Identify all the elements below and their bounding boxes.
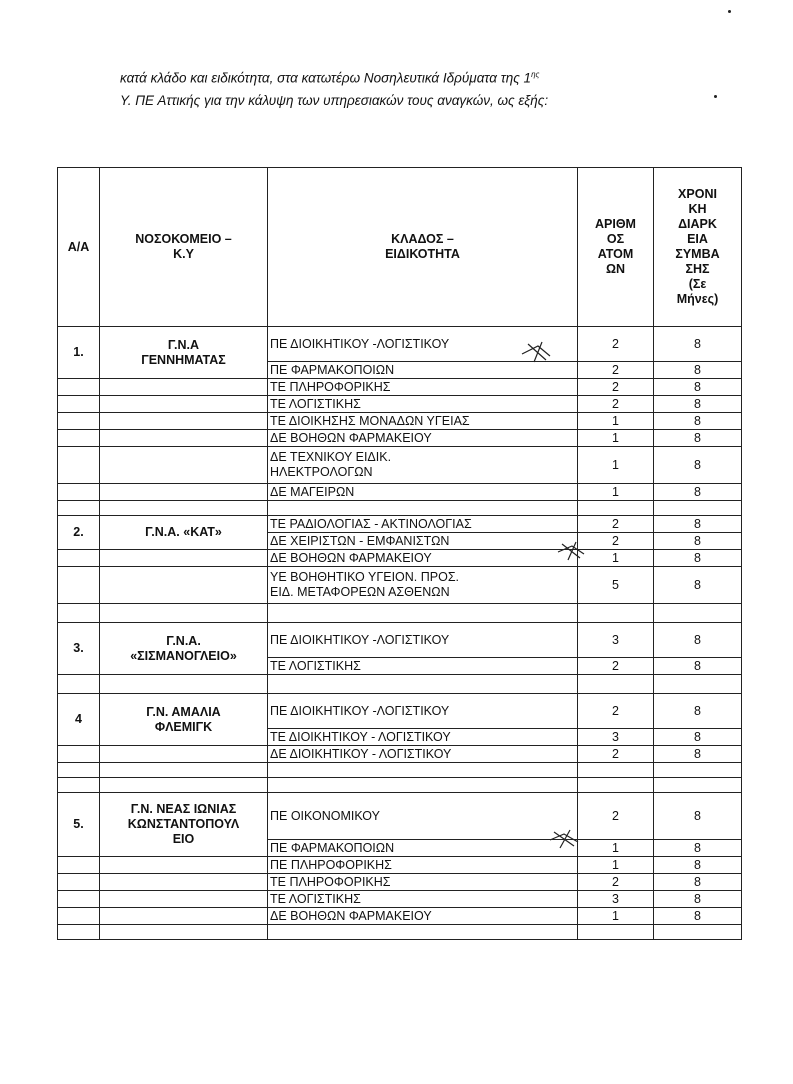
table-row-empty [58, 763, 742, 778]
row-count: 1 [578, 413, 654, 430]
row-specialty: ΠΕ ΔΙΟΙΚΗΤΙΚΟΥ -ΛΟΓΙΣΤΙΚΟΥ [268, 623, 578, 658]
pen-scribble-mark [520, 340, 556, 364]
table-row [58, 694, 742, 729]
row-duration: 8 [654, 327, 742, 362]
row-specialty: ΠΕ ΦΑΡΜΑΚΟΠΟΙΩΝ [268, 840, 578, 857]
row-duration: 8 [654, 379, 742, 396]
row-duration: 8 [654, 430, 742, 447]
intro-line-1 [120, 64, 660, 90]
row-specialty: ΤΕ ΔΙΟΙΚΗΣΗΣ ΜΟΝΑΔΩΝ ΥΓΕΙΑΣ [268, 413, 578, 430]
table-row-empty [58, 925, 742, 940]
row-duration: 8 [654, 729, 742, 746]
row-specialty: ΤΕ ΠΛΗΡΟΦΟΡΙΚΗΣ [268, 379, 578, 396]
row-hospital: Γ.Ν. ΝΕΑΣ ΙΩΝΙΑΣ ΚΩΝΣΤΑΝΤΟΠΟΥΛ ΕΙΟ [100, 793, 268, 857]
table-row [58, 430, 742, 447]
row-duration: 8 [654, 567, 742, 604]
table-row-empty [58, 675, 742, 694]
row-count: 3 [578, 891, 654, 908]
table-row [58, 379, 742, 396]
row-specialty: ΤΕ ΛΟΓΙΣΤΙΚΗΣ [268, 396, 578, 413]
row-count: 1 [578, 430, 654, 447]
table-row [58, 413, 742, 430]
row-specialty: ΥΕ ΒΟΗΘΗΤΙΚΟ ΥΓΕΙΟΝ. ΠΡΟΣ. ΕΙΔ. ΜΕΤΑΦΟΡΕΩΝ ΑΣΘΕΝΩΝ [268, 567, 578, 604]
row-duration: 8 [654, 484, 742, 501]
row-specialty: ΤΕ ΔΙΟΙΚΗΤΙΚΟΥ - ΛΟΓΙΣΤΙΚΟΥ [268, 729, 578, 746]
row-duration: 8 [654, 396, 742, 413]
row-aa: 2. [58, 516, 100, 550]
row-duration: 8 [654, 793, 742, 840]
row-count: 2 [578, 516, 654, 533]
row-count: 2 [578, 327, 654, 362]
table-row [58, 793, 742, 840]
row-duration: 8 [654, 550, 742, 567]
row-hospital: Γ.Ν. ΑΜΑΛΙΑ ΦΛΕΜΙΓΚ [100, 694, 268, 746]
row-duration: 8 [654, 413, 742, 430]
row-hospital: Γ.Ν.Α. «ΚΑΤ» [100, 516, 268, 550]
table-row [58, 874, 742, 891]
row-specialty: ΔΕ ΒΟΗΘΩΝ ΦΑΡΜΑΚΕΙΟΥ [268, 908, 578, 925]
row-specialty: ΠΕ ΔΙΟΙΚΗΤΙΚΟΥ -ΛΟΓΙΣΤΙΚΟΥ [268, 327, 578, 362]
table-row [58, 746, 742, 763]
row-count: 1 [578, 447, 654, 484]
row-specialty: ΠΕ ΔΙΟΙΚΗΤΙΚΟΥ -ΛΟΓΙΣΤΙΚΟΥ [268, 694, 578, 729]
row-count: 2 [578, 746, 654, 763]
row-specialty: ΔΕ ΒΟΗΘΩΝ ΦΑΡΜΑΚΕΙΟΥ [268, 550, 578, 567]
table-row [58, 567, 742, 604]
row-count: 5 [578, 567, 654, 604]
pen-scribble-mark [548, 828, 582, 850]
row-count: 3 [578, 623, 654, 658]
row-duration: 8 [654, 658, 742, 675]
row-specialty: ΔΕ ΧΕΙΡΙΣΤΩΝ - ΕΜΦΑΝΙΣΤΩΝ [268, 533, 578, 550]
row-count: 2 [578, 362, 654, 379]
row-specialty: ΤΕ ΛΟΓΙΣΤΙΚΗΣ [268, 891, 578, 908]
row-aa: 1. [58, 327, 100, 379]
intro-line-1-sup: ης [531, 70, 540, 79]
row-duration: 8 [654, 874, 742, 891]
header-count: ΑΡΙΘΜ ΟΣ ΑΤΟΜ ΩΝ [578, 168, 654, 327]
row-specialty: ΤΕ ΛΟΓΙΣΤΙΚΗΣ [268, 658, 578, 675]
row-count: 2 [578, 694, 654, 729]
table-row [58, 447, 742, 484]
row-count: 1 [578, 550, 654, 567]
row-aa: 5. [58, 793, 100, 857]
table-row [58, 857, 742, 874]
row-count: 2 [578, 379, 654, 396]
table-row [58, 327, 742, 362]
row-duration: 8 [654, 362, 742, 379]
row-specialty: ΔΕ ΒΟΗΘΩΝ ΦΑΡΜΑΚΕΙΟΥ [268, 430, 578, 447]
row-specialty: ΔΕ ΔΙΟΙΚΗΤΙΚΟΥ - ΛΟΓΙΣΤΙΚΟΥ [268, 746, 578, 763]
row-duration: 8 [654, 840, 742, 857]
row-count: 2 [578, 658, 654, 675]
row-count: 3 [578, 729, 654, 746]
table-row [58, 516, 742, 533]
row-duration: 8 [654, 447, 742, 484]
header-specialty: ΚΛΑΔΟΣ – ΕΙΔΙΚΟΤΗΤΑ [268, 168, 578, 327]
row-duration: 8 [654, 533, 742, 550]
row-count: 2 [578, 874, 654, 891]
table-row [58, 891, 742, 908]
row-specialty: ΠΕ ΦΑΡΜΑΚΟΠΟΙΩΝ [268, 362, 578, 379]
vacancy-table [57, 167, 742, 940]
row-hospital: Γ.Ν.Α ΓΕΝΝΗΜΑΤΑΣ [100, 327, 268, 379]
table-row [58, 908, 742, 925]
row-hospital: Γ.Ν.Α. «ΣΙΣΜΑΝΟΓΛΕΙΟ» [100, 623, 268, 675]
row-specialty: ΔΕ ΤΕΧΝΙΚΟΥ ΕΙΔΙΚ. ΗΛΕΚΤΡΟΛΟΓΩΝ [268, 447, 578, 484]
intro-text [120, 64, 660, 112]
row-aa: 3. [58, 623, 100, 675]
table-row [58, 623, 742, 658]
header-duration: ΧΡΟΝΙ ΚΗ ΔΙΑΡΚ ΕΙΑ ΣΥΜΒΑ ΣΗΣ (Σε Μήνες) [654, 168, 742, 327]
row-count: 2 [578, 396, 654, 413]
row-count: 2 [578, 793, 654, 840]
header-hospital: ΝΟΣΟΚΟΜΕΙΟ – Κ.Υ [100, 168, 268, 327]
table-header-row [58, 168, 742, 327]
row-duration: 8 [654, 694, 742, 729]
row-count: 1 [578, 857, 654, 874]
row-duration: 8 [654, 746, 742, 763]
table-row-empty [58, 604, 742, 623]
intro-line-1-text: κατά κλάδο και ειδικότητα, στα κατωτέρω Νοσηλευτικά Ιδρύματα της 1 [120, 70, 532, 86]
row-count: 1 [578, 908, 654, 925]
row-aa: 4 [58, 694, 100, 746]
table-row [58, 396, 742, 413]
scan-speck [728, 10, 731, 13]
row-specialty: ΤΕ ΠΛΗΡΟΦΟΡΙΚΗΣ [268, 874, 578, 891]
row-count: 2 [578, 533, 654, 550]
header-aa: Α/Α [58, 168, 100, 327]
row-specialty: ΔΕ ΜΑΓΕΙΡΩΝ [268, 484, 578, 501]
table-row [58, 550, 742, 567]
row-specialty: ΠΕ ΠΛΗΡΟΦΟΡΙΚΗΣ [268, 857, 578, 874]
scan-speck [714, 95, 717, 98]
row-count: 1 [578, 484, 654, 501]
intro-line-2: Υ. ΠΕ Αττικής για την κάλυψη των υπηρεσιακών τους αναγκών, ως εξής: [120, 92, 549, 108]
row-specialty: ΤΕ ΡΑΔΙΟΛΟΓΙΑΣ - ΑΚΤΙΝΟΛΟΓΙΑΣ [268, 516, 578, 533]
row-duration: 8 [654, 623, 742, 658]
table-row [58, 484, 742, 501]
row-duration: 8 [654, 908, 742, 925]
row-specialty: ΠΕ ΟΙΚΟΝΟΜΙΚΟΥ [268, 793, 578, 840]
row-duration: 8 [654, 891, 742, 908]
row-count: 1 [578, 840, 654, 857]
row-duration: 8 [654, 857, 742, 874]
table-row-empty [58, 778, 742, 793]
pen-scribble-mark [556, 540, 588, 562]
table-row-empty [58, 501, 742, 516]
row-duration: 8 [654, 516, 742, 533]
